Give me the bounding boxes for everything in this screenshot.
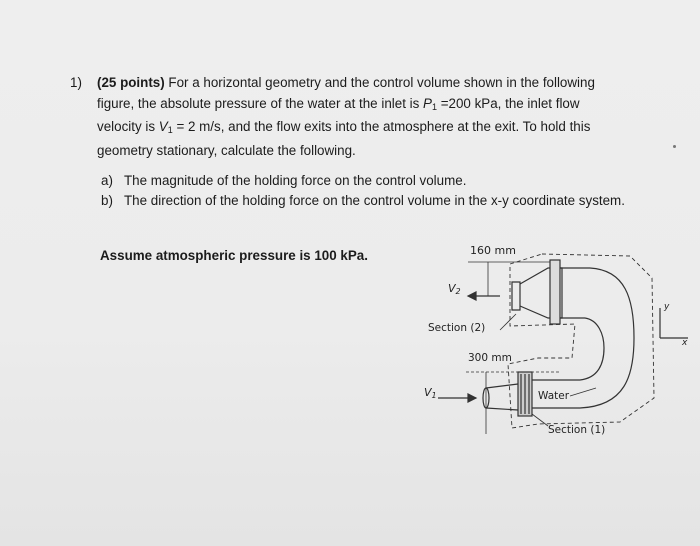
problem-text xyxy=(97,73,657,161)
axis-x-label: x xyxy=(682,338,688,348)
problem-line-2 xyxy=(97,94,657,118)
part-a-label: a) xyxy=(101,173,113,188)
section-1-label: Section (1) xyxy=(548,424,606,436)
p1-subscript: 1 xyxy=(431,101,437,112)
water-leader xyxy=(570,388,596,396)
stray-mark xyxy=(673,145,676,148)
pipe-diagram xyxy=(420,238,700,443)
p1-value: =200 kPa, the inlet flow xyxy=(436,95,580,111)
pipe-figure xyxy=(420,238,700,443)
problem-line-1-text: For a horizontal geometry and the control volume shown in the following xyxy=(164,75,595,90)
problem-line-3-text: velocity is xyxy=(97,119,159,134)
inlet-pipe-bottom xyxy=(486,408,518,410)
part-b-label: b) xyxy=(101,192,113,208)
problem-line-3 xyxy=(97,117,657,141)
inlet-pipe-top xyxy=(486,384,518,388)
section-2-label: Section (2) xyxy=(428,322,486,334)
v1-subscript: 1 xyxy=(167,125,173,135)
problem-number: 1) xyxy=(70,75,82,90)
part-b xyxy=(101,191,641,211)
problem-line-1 xyxy=(97,73,657,94)
v1-symbol: V xyxy=(158,119,168,134)
assumption-note: Assume atmospheric pressure is 100 kPa. xyxy=(100,248,368,263)
section2-leader xyxy=(500,314,516,330)
part-a-text: The magnitude of the holding force on the control volume. xyxy=(124,173,467,188)
problem-line-2-text: figure, the absolute pressure of the water at the inlet is xyxy=(97,95,424,111)
p1-symbol: P xyxy=(423,95,432,111)
points-label: (25 points) xyxy=(97,75,165,90)
v2-arrowhead xyxy=(468,292,476,300)
v1-arrowhead xyxy=(468,394,476,402)
exit-nozzle xyxy=(512,282,520,310)
axis-y-label: y xyxy=(664,302,670,312)
v1-value: = 2 m/s, and the flow exits into the atmosphere at the exit. To hold this xyxy=(172,119,591,134)
dim-160-label: 160 mm xyxy=(470,244,516,257)
problem-line-4: geometry stationary, calculate the following. xyxy=(97,142,356,158)
top-flange xyxy=(550,260,560,324)
bend-inner xyxy=(580,318,604,380)
part-a xyxy=(101,171,641,191)
dim-300-label: 300 mm xyxy=(468,352,512,364)
v2-label: V2 xyxy=(448,282,461,296)
v1-label: V1 xyxy=(424,386,437,400)
bend-outer xyxy=(580,268,634,408)
water-label: Water xyxy=(538,390,570,402)
sub-questions xyxy=(101,171,641,210)
part-b-text: The direction of the holding force on the control volume in the x-y coordinate system. xyxy=(124,192,625,208)
